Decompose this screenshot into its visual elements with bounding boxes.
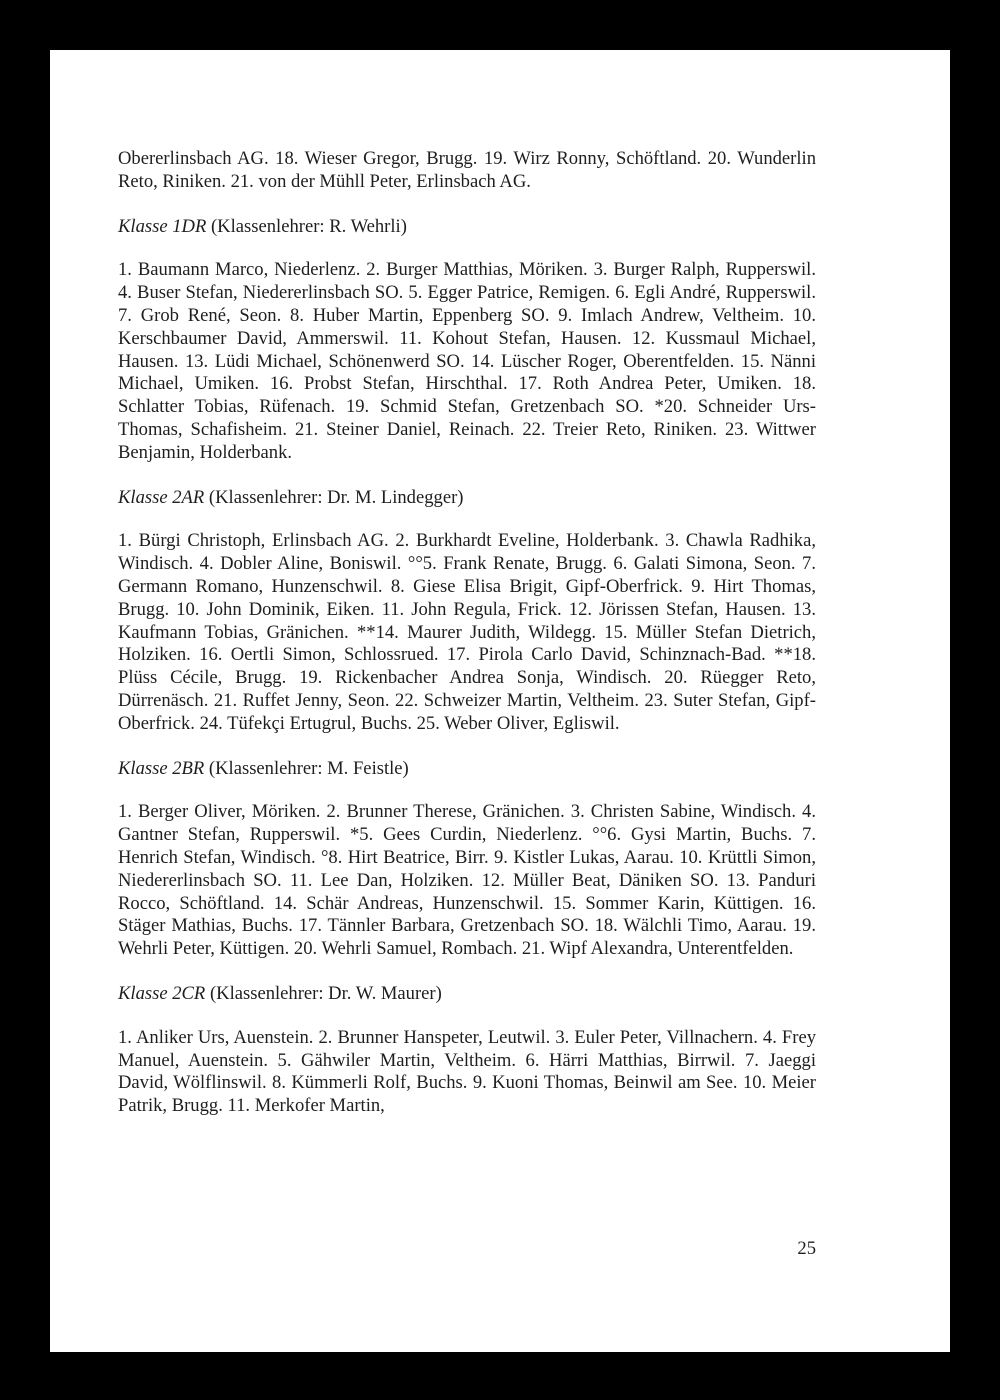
document-page [50,50,950,1352]
student-list-2br: 1. Berger Oliver, Möriken. 2. Brunner Therese, Gränichen. 3. Christen Sabine, Windisch. 4. Gantner Stefan, Rupperswil. *5. Gees Curdin, Niederlenz. °°6. Gysi Martin, Buchs. 7. Henrich Stefan, Windisch. °8. Hirt Beatrice, Birr. 9. Kistler Lukas, Aarau. 10. Krüttli Simon, Niedererlinsbach SO. 11. Lee Dan, Holziken. 12. Müller Beat, Däniken SO. 13. Panduri Rocco, Schöftland. 14. Schär Andreas, Hunzenschwil. 15. Sommer Karin, Küttigen. 16. Stäger Mathias, Buchs. 17. Tännler Barbara, Gretzenbach SO. 18. Wälchli Timo, Aarau. 19. Wehrli Peter, Küttigen. 20. Wehrli Samuel, Rombach. 21. Wipf Alexandra, Unterentfelden. [118,801,816,960]
class-label: Klasse 2CR [118,982,206,1004]
list-paragraph-continued: Obererlinsbach AG. 18. Wieser Gregor, Brugg. 19. Wirz Ronny, Schöftland. 20. Wunderlin Reto, Riniken. 21. von der Mühll Peter, Erlinsbach AG. [118,148,816,192]
student-list-2ar: 1. Bürgi Christoph, Erlinsbach AG. 2. Burkhardt Eveline, Holderbank. 3. Chawla Radhika, Windisch. 4. Dobler Aline, Boniswil. °°5. Frank Renate, Brugg. 6. Galati Simona, Seon. 7. Germann Romano, Hunzenschwil. 8. Giese Elisa Brigit, Gipf-Oberfrick. 9. Hirt Thomas, Brugg. 10. John Dominik, Eiken. 11. John Regula, Frick. 12. Jörissen Stefan, Hausen. 13. Kaufmann Tobias, Gränichen. **14. Maurer Judith, Wildegg. 15. Müller Stefan Dietrich, Holziken. 16. Oertli Simon, Schlossrued. 17. Pirola Carlo David, Schinznach-Bad. **18. Plüss Cécile, Brugg. 19. Rickenbacher Andrea Sonja, Windisch. 20. Rüegger Reto, Dürrenäsch. 21. Ruffet Jenny, Seon. 22. Schweizer Martin, Veltheim. 23. Suter Stefan, Gipf-Oberfrick. 24. Tüfekçi Ertugrul, Buchs. 25. Weber Oliver, Egliswil. [118,530,816,734]
class-heading-1dr [118,216,816,239]
page-number: 25 [797,1238,816,1259]
class-teacher: (Klassenlehrer: Dr. M. Lindegger) [204,486,464,508]
student-list-2cr: 1. Anliker Urs, Auenstein. 2. Brunner Hanspeter, Leutwil. 3. Euler Peter, Villnachern. 4. Frey Manuel, Auenstein. 5. Gähwiler Martin, Veltheim. 6. Härri Matthias, Birrwil. 7. Jaeggi David, Wölflinswil. 8. Kümmerli Rolf, Buchs. 9. Kuoni Thomas, Beinwil am See. 10. Meier Patrik, Brugg. 11. Merkofer Martin, [118,1026,816,1117]
class-label: Klasse 1DR [118,215,207,237]
class-label: Klasse 2BR [118,757,205,779]
class-teacher: (Klassenlehrer: Dr. W. Maurer) [205,982,442,1004]
class-heading-2ar [118,487,816,510]
class-teacher: (Klassenlehrer: M. Feistle) [204,757,409,779]
student-list-1dr: 1. Baumann Marco, Niederlenz. 2. Burger Matthias, Möriken. 3. Burger Ralph, Rupperswil. 4. Buser Stefan, Niedererlinsbach SO. 5. Egger Patrice, Remigen. 6. Egli André, Rupperswil. 7. Grob René, Seon. 8. Huber Martin, Eppenberg SO. 9. Imlach Andrew, Veltheim. 10. Kerschbaumer David, Ammerswil. 11. Kohout Stefan, Hausen. 12. Kussmaul Michael, Hausen. 13. Lüdi Michael, Schönenwerd SO. 14. Lüscher Roger, Oberentfelden. 15. Nänni Michael, Umiken. 16. Probst Stefan, Hirschthal. 17. Roth Andrea Peter, Umiken. 18. Schlatter Tobias, Rüfenach. 19. Schmid Stefan, Gretzenbach SO. *20. Schneider Urs-Thomas, Schafisheim. 21. Steiner Daniel, Reinach. 22. Treier Reto, Riniken. 23. Wittwer Benjamin, Holderbank. [118,259,816,463]
page-content [118,148,816,1140]
class-label: Klasse 2AR [118,486,205,508]
class-heading-2cr [118,983,816,1006]
class-teacher: (Klassenlehrer: R. Wehrli) [206,215,407,237]
class-heading-2br [118,758,816,781]
